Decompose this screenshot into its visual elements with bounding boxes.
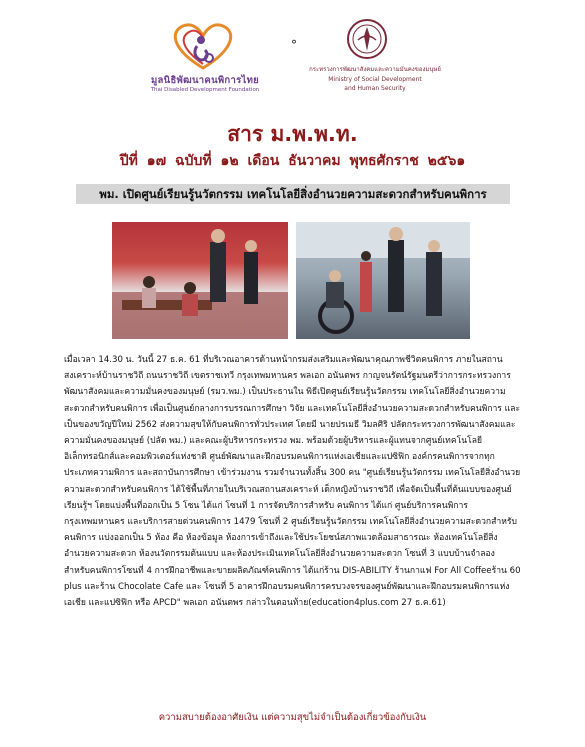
newsletter-title: สาร ม.พ.พ.ท. xyxy=(227,122,358,146)
ministry-seal-icon xyxy=(346,18,388,60)
footer-quote: ความสบายต้องอาศัยเงิน แต่ความสุขไม่จำเป็นต้องเกี่ยวข้องกับเงิน xyxy=(158,712,427,723)
ministry-name-en-line1: Ministry of Social Development xyxy=(328,76,422,83)
header-dot: ° xyxy=(291,38,297,52)
article-headline: พม. เปิดศูนย์เรียนรู้นวัตกรรม เทคโนโลยีสิ่งอำนวยความสะดวกสำหรับคนพิการ xyxy=(76,184,510,204)
foundation-name-en: Thai Disabled Development Foundation xyxy=(150,87,260,93)
ministry-logo xyxy=(300,18,450,108)
event-photo-left xyxy=(112,222,288,339)
ministry-name-en-line2: and Human Security xyxy=(344,85,406,92)
issue-line: ปีที่ ๑๗ ฉบับที่ ๑๒ เดือน ธันวาคม พุทธศักราช ๒๕๖๑ xyxy=(119,153,466,169)
event-photo-right xyxy=(296,222,470,339)
foundation-logo xyxy=(145,20,265,98)
article-body: เมื่อเวลา 14.30 น. วันนี้ 27 ธ.ค. 61 ที่บริเวณอาคารด้านหน้ากรมส่งเสริมและพัฒนาคุณภาพชีวิตคนพิการ ภายในสถานสงเคราะห์บ้านราชวิถี ถนนราชวิถี เขตราชเทวี กรุงเทพมหานคร พลเอก อนันตพร กาญจนรัตน์รัฐมนตรีว่าการกระทรวงการพัฒนาสังคมและความมั่นคงของมนุษย์ (รมว.พม.) เป็นประธานใน พิธีเปิดศูนย์เรียนรู้นวัตกรรม เทคโนโลยีสิ่งอำนวยความสะดวกสำหรับคนพิการ เพื่อเป็นศูนย์กลางการบรรณการศึกษา วิจัย และเทคโนโลยีสิ่งอำนวยความสะดวกสำหรับคนพิการ และเป็นของขวัญปีใหม่ 2562 ส่งความสุขให้กับคนพิการทั่วประเทศ โดยมี นายปรเมธี วิมลศิริ ปลัดกระทรวงการพัฒนาสังคมและความมั่นคงของมนุษย์ (ปลัด พม.) และคณะผู้บริหารกระทรวง พม. พร้อมด้วยผู้บริหารและผู้แทนจากศูนย์เทคโนโลยีอิเล็กทรอนิกส์และคอมพิวเตอร์แห่งชาติ ศูนย์พัฒนาและฝึกอบรมคนพิการแห่งเอเชียและแปซิฟิก องค์กรคนพิการจากทุกประเภทความพิการ และสถาบันการศึกษา เข้าร่วมงาน รวมจำนวนทั้งสิ้น 300 คน "ศูนย์เรียนรู้นวัตกรรม เทคโนโลยีสิ่งอำนวยความสะดวกสำหรับคนพิการ ได้ใช้พื้นที่ภายในบริเวณสถานสงเคราะห์ เด็กหญิงบ้านราชวิถี เพื่อจัดเป็นพื้นที่ต้นแบบของศูนย์เรียนรู้ฯ โดยแบ่งพื้นที่ออกเป็น 5 โซน ได้แก่ โซนที่ 1 การจัดบริการสำหรับ คนพิการ ได้แก่ ศูนย์บริการคนพิการกรุงเทพมหานคร และบริการสายด่วนคนพิการ 1479 โซนที่ 2 ศูนย์เรียนรู้นวัตกรรม เทคโนโลยีสิ่งอำนวยความสะดวกสำหรับคนพิการ แบ่งออกเป็น 5 ห้อง คือ ห้องข้อมูล ห้องการเข้าถึงและใช้ประโยชน์สภาพแวดล้อมสาธารณะ ห้องเทคโนโลยีสิ่งอำนวยความสะดวก ห้องนวัตกรรมต้นแบบ และห้องประเมินเทคโนโลยีสิ่งอำนวยความสะดวก โซนที่ 3 แบบบ้านจำลอง สำหรับคนพิการโซนที่ 4 การฝึกอาชีพและขายผลิตภัณฑ์คนพิการ ได้แก่ร้าน DIS-ABILITY ร้านกาแฟ For All Coffeeร้าน 60 plus และร้าน Chocolate Cafe และ โซนที่ 5 อาคารฝึกอบรมคนพิการครบวงจรของศูนย์พัฒนาและฝึกอบรมคนพิการแห่งเอเชีย และแปซิฟิก หรือ APCD" พลเอก อนันตพร กล่าวในตอนท้าย(education4plus.com 27 ธ.ค.61) xyxy=(64,355,521,609)
foundation-name-th: มูลนิธิพัฒนาคนพิการไทย xyxy=(150,75,260,86)
ministry-name-th: กระทรวงการพัฒนาสังคมและความมั่นคงของมนุษย์ xyxy=(309,66,441,73)
heart-logo-icon xyxy=(163,20,243,72)
